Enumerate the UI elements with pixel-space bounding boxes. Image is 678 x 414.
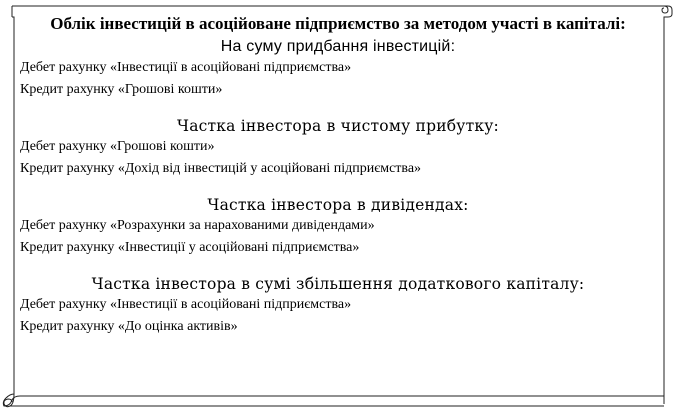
section-heading: На суму придбання інвестицій:	[220, 38, 456, 55]
document-title: Облік інвестицій в асоційоване підприємство за методом участі в капіталі:	[50, 14, 626, 33]
document-content	[20, 14, 656, 338]
section-heading: Частка інвестора в сумі збільшення додаткового капіталу:	[91, 275, 585, 293]
debit-entry: Дебет рахунку «Інвестиції в асоційовані підприємства»	[20, 297, 352, 312]
credit-entry: Кредит рахунку «До оцінка активів»	[20, 319, 238, 334]
credit-entry: Кредит рахунку «Грошові кошти»	[20, 82, 223, 97]
section-net-profit	[20, 116, 656, 180]
section-additional-capital	[20, 274, 656, 338]
debit-entry: Дебет рахунку «Інвестиції в асоційовані підприємства»	[20, 60, 352, 75]
section-dividends	[20, 195, 656, 259]
debit-entry: Дебет рахунку «Розрахунки за нарахованими дивідендами»	[20, 218, 375, 233]
section-heading: Частка інвестора в чистому прибутку:	[177, 117, 499, 135]
debit-entry: Дебет рахунку «Грошові кошти»	[20, 139, 215, 154]
section-heading: Частка інвестора в дивідендах:	[207, 196, 469, 214]
credit-entry: Кредит рахунку «Дохід від інвестицій у асоційовані підприємства»	[20, 161, 422, 176]
section-acquisition	[20, 37, 656, 101]
credit-entry: Кредит рахунку «Інвестиції у асоційовані підприємства»	[20, 240, 360, 255]
